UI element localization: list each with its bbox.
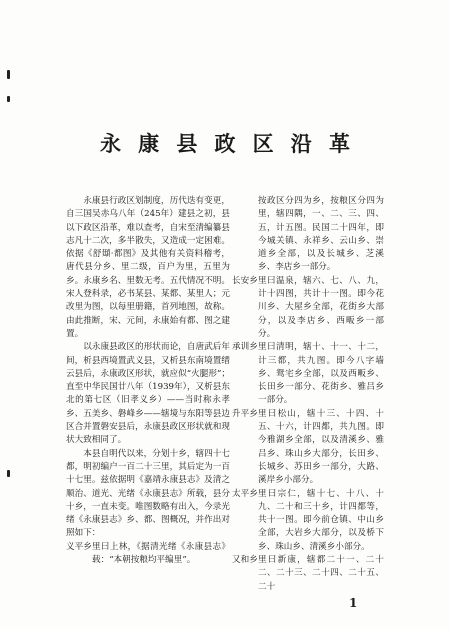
township-entry — [232, 341, 384, 407]
binding-hole-mark — [7, 96, 10, 102]
binding-hole-mark — [7, 70, 10, 79]
township-entry — [232, 554, 384, 594]
title-char: 康 — [138, 131, 160, 156]
binding-hole-mark — [7, 470, 10, 477]
township-label: 又和乡 — [232, 555, 258, 566]
left-column — [66, 195, 230, 567]
township-label: 承训乡 — [232, 342, 258, 353]
township-label: 升平乡 — [232, 408, 258, 419]
paragraph: 以永康县政区的形状而论，自唐武后年间，析县西境置武义县，又析县东南境置缙云县后，永康政区形状，就应似“火腿形”；直至中华民国廿八年（1939年），又析县东北的第七区（旧孝义乡）——当时称永孝乡、五美乡、磐峰乡——辖境与东阳等县边区合并置磐安县后，永康县政区形状就和现状大致相同了。 — [66, 342, 230, 446]
township-text: 里曰上林，《据清光绪《永康县志》载：“本朝按粮均平编里”。 — [92, 541, 230, 566]
township-text: 按政区分四为乡，按粮区分四为里，辖四隅，一、二、三、四、五，计五图。民国二十四年，即今城关镇、永祥乡、云山乡、崇道乡全部，以及长城乡、芝溪乡、李店乡一部分。 — [258, 196, 384, 273]
title-char: 革 — [328, 131, 350, 156]
township-label: 长安乡 — [232, 275, 258, 286]
title-char: 政 — [214, 131, 236, 156]
township-text: 里曰松山，辖十三、十四、十五、十六，计四都，共九图。即今雅湖乡全部，以及清溪乡、雅吕乡、珠山乡大部分，长田乡、长城乡、苏田乡一部分，大路、溪岸乡小部分。 — [258, 408, 384, 486]
township-text: 里曰新康，辖都二十一、二十二、二十三、二十四、二十五、二十 — [258, 555, 384, 592]
township-text: 里曰温泉，辖六、七、八、九，计十四图，共计十一图。即今花川乡、大屋乡全部，花街乡大部分，以及李店乡、西畈乡一部分。 — [258, 275, 384, 339]
page-number: 1 — [349, 596, 358, 610]
township-entry — [232, 275, 384, 341]
township-entry — [232, 488, 384, 554]
township-entry-continued — [232, 195, 384, 275]
township-text: 里曰清明，辖十、十一、十二，计三都，共九图。即今八字墙乡、鸳宅乡全部，以及西畈乡、长田乡一部分、花街乡、雅吕乡一部分。 — [258, 342, 384, 406]
title-char: 永 — [100, 131, 121, 156]
page-title — [100, 128, 350, 158]
title-char: 县 — [176, 131, 198, 156]
township-label: 义平乡 — [66, 541, 92, 552]
title-char: 沿 — [290, 131, 312, 156]
township-label: 太平乡 — [232, 488, 258, 499]
township-entry — [232, 408, 384, 488]
title-char: 区 — [252, 131, 274, 156]
paragraph: 永康县行政区划制度，历代迭有变更，自三国吴赤乌八年（245年）建县之初，县以下政区沿革，难以查考，自宋至清编纂县志凡十二次，多半散失，又造成一定困难。依据《舒頲·都图》及其他有关资料稽考，唐代县分乡、里二级，百户为里，五里为乡。永康乡名、里数无考。五代情况不明。宋人登科录，必书某县、某都、某里人；元改里为图，以每里册籍，首列地图，故称。由此推断，宋、元间，永康始有都、图之建置。 — [66, 196, 230, 339]
right-column — [232, 195, 384, 594]
township-entry — [66, 541, 230, 568]
paragraph: 本县自明代以来，分划十乡，辖四十七都，明初编户一百二十三里，其后定为一百十七里。兹依据明《嘉靖永康县志》及清之顺治、道光、光绪《永康县志》所载，县分十乡，一直未变。唯图数略有出入，今录光绪《永康县志》乡、都、图概况，并作出对照如下： — [66, 448, 230, 539]
township-text: 里曰宗仁，辖十七、十八、十九、二十和三十乡，计四都等，共十一图。即今前仓镇、中山乡全部，大岩乡大部分，以及桥下乡、珠山乡、清溪乡小部分。 — [258, 488, 384, 552]
